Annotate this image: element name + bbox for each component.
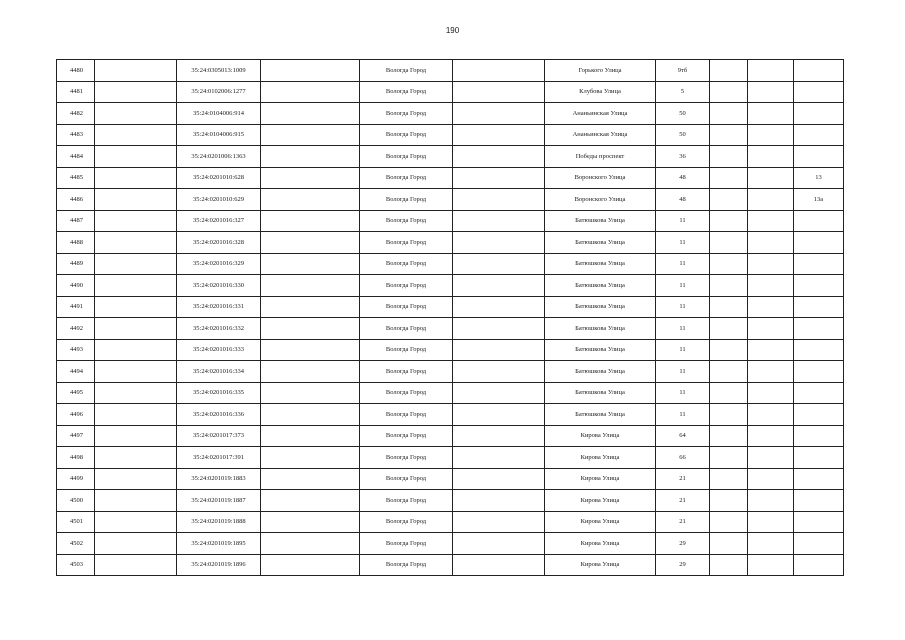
house-number-cell: 11	[656, 232, 710, 254]
house-number-cell: 66	[656, 447, 710, 469]
row-number-cell: 4497	[57, 425, 95, 447]
city-cell: Вологда Город	[360, 339, 453, 361]
city-cell: Вологда Город	[360, 232, 453, 254]
house-number-cell: 64	[656, 425, 710, 447]
house-number-cell: 50	[656, 103, 710, 125]
empty-cell	[453, 382, 545, 404]
cadastral-number-cell: 35:24:0201016:333	[177, 339, 261, 361]
empty-cell	[95, 81, 177, 103]
house-number-cell: 29	[656, 533, 710, 555]
empty-cell	[261, 103, 360, 125]
empty-cell	[261, 210, 360, 232]
table-row	[57, 81, 844, 103]
empty-cell	[710, 447, 748, 469]
row-number-cell: 4501	[57, 511, 95, 533]
empty-cell	[710, 533, 748, 555]
house-number-cell: 21	[656, 490, 710, 512]
cadastral-number-cell: 35:24:0201016:328	[177, 232, 261, 254]
table-row	[57, 490, 844, 512]
street-cell: Ананьинская Улица	[545, 124, 656, 146]
street-cell: Батюшкова Улица	[545, 361, 656, 383]
cadastral-number-cell: 35:24:0201017:391	[177, 447, 261, 469]
row-number-cell: 4490	[57, 275, 95, 297]
empty-cell	[748, 296, 794, 318]
apartment-cell	[794, 81, 844, 103]
empty-cell	[95, 339, 177, 361]
empty-cell	[261, 60, 360, 82]
empty-cell	[95, 253, 177, 275]
empty-cell	[261, 189, 360, 211]
apartment-cell	[794, 425, 844, 447]
street-cell: Клубова Улица	[545, 81, 656, 103]
cadastral-number-cell: 35:24:0104006:914	[177, 103, 261, 125]
apartment-cell	[794, 554, 844, 576]
street-cell: Кирова Улица	[545, 468, 656, 490]
empty-cell	[261, 275, 360, 297]
street-cell: Горького Улица	[545, 60, 656, 82]
empty-cell	[95, 425, 177, 447]
city-cell: Вологда Город	[360, 382, 453, 404]
cadastral-number-cell: 35:24:0201019:1887	[177, 490, 261, 512]
street-cell: Батюшкова Улица	[545, 296, 656, 318]
empty-cell	[748, 554, 794, 576]
empty-cell	[261, 447, 360, 469]
row-number-cell: 4502	[57, 533, 95, 555]
cadastral-number-cell: 35:24:0201016:335	[177, 382, 261, 404]
city-cell: Вологда Город	[360, 81, 453, 103]
empty-cell	[710, 124, 748, 146]
empty-cell	[453, 103, 545, 125]
cadastral-number-cell: 35:24:0201019:1888	[177, 511, 261, 533]
empty-cell	[261, 232, 360, 254]
empty-cell	[95, 103, 177, 125]
apartment-cell	[794, 361, 844, 383]
apartment-cell	[794, 404, 844, 426]
street-cell: Батюшкова Улица	[545, 275, 656, 297]
street-cell: Кирова Улица	[545, 554, 656, 576]
cadastral-number-cell: 35:24:0201016:329	[177, 253, 261, 275]
row-number-cell: 4503	[57, 554, 95, 576]
city-cell: Вологда Город	[360, 490, 453, 512]
empty-cell	[453, 490, 545, 512]
table-row	[57, 468, 844, 490]
apartment-cell	[794, 253, 844, 275]
empty-cell	[261, 167, 360, 189]
empty-cell	[453, 404, 545, 426]
street-cell: Воронского Улица	[545, 189, 656, 211]
street-cell: Кирова Улица	[545, 425, 656, 447]
street-cell: Батюшкова Улица	[545, 253, 656, 275]
empty-cell	[261, 339, 360, 361]
empty-cell	[748, 124, 794, 146]
empty-cell	[710, 253, 748, 275]
empty-cell	[710, 361, 748, 383]
table-row	[57, 232, 844, 254]
empty-cell	[710, 468, 748, 490]
table-row	[57, 533, 844, 555]
table-row	[57, 253, 844, 275]
apartment-cell	[794, 210, 844, 232]
row-number-cell: 4492	[57, 318, 95, 340]
table-row	[57, 318, 844, 340]
house-number-cell: 11	[656, 253, 710, 275]
cadastral-number-cell: 35:24:0201017:373	[177, 425, 261, 447]
empty-cell	[748, 490, 794, 512]
table-row	[57, 425, 844, 447]
empty-cell	[710, 382, 748, 404]
row-number-cell: 4485	[57, 167, 95, 189]
apartment-cell	[794, 296, 844, 318]
empty-cell	[748, 404, 794, 426]
street-cell: Ананьинская Улица	[545, 103, 656, 125]
empty-cell	[748, 60, 794, 82]
street-cell: Кирова Улица	[545, 447, 656, 469]
empty-cell	[710, 167, 748, 189]
empty-cell	[261, 318, 360, 340]
empty-cell	[710, 318, 748, 340]
empty-cell	[453, 511, 545, 533]
house-number-cell: 11	[656, 382, 710, 404]
empty-cell	[95, 447, 177, 469]
empty-cell	[748, 533, 794, 555]
empty-cell	[748, 189, 794, 211]
city-cell: Вологда Город	[360, 468, 453, 490]
empty-cell	[748, 146, 794, 168]
apartment-cell	[794, 468, 844, 490]
house-number-cell: 21	[656, 468, 710, 490]
cadastral-number-cell: 35:24:0201019:1895	[177, 533, 261, 555]
street-cell: Батюшкова Улица	[545, 404, 656, 426]
empty-cell	[710, 146, 748, 168]
empty-cell	[95, 554, 177, 576]
street-cell: Батюшкова Улица	[545, 318, 656, 340]
cadastral-number-cell: 35:24:0201016:336	[177, 404, 261, 426]
empty-cell	[453, 275, 545, 297]
row-number-cell: 4486	[57, 189, 95, 211]
cadastral-number-cell: 35:24:0305013:1009	[177, 60, 261, 82]
row-number-cell: 4484	[57, 146, 95, 168]
table-row	[57, 511, 844, 533]
city-cell: Вологда Город	[360, 511, 453, 533]
city-cell: Вологда Город	[360, 404, 453, 426]
apartment-cell	[794, 382, 844, 404]
cadastral-number-cell: 35:24:0201016:334	[177, 361, 261, 383]
table-row	[57, 189, 844, 211]
table-row	[57, 167, 844, 189]
empty-cell	[453, 232, 545, 254]
apartment-cell	[794, 60, 844, 82]
house-number-cell: 21	[656, 511, 710, 533]
empty-cell	[453, 468, 545, 490]
empty-cell	[453, 533, 545, 555]
empty-cell	[261, 146, 360, 168]
city-cell: Вологда Город	[360, 60, 453, 82]
table-row	[57, 361, 844, 383]
house-number-cell: 50	[656, 124, 710, 146]
cadastral-number-cell: 35:24:0201016:331	[177, 296, 261, 318]
row-number-cell: 4489	[57, 253, 95, 275]
cadastral-number-cell: 35:24:0201019:1896	[177, 554, 261, 576]
empty-cell	[453, 554, 545, 576]
empty-cell	[261, 361, 360, 383]
empty-cell	[453, 361, 545, 383]
house-number-cell: 11	[656, 361, 710, 383]
street-cell: Батюшкова Улица	[545, 210, 656, 232]
apartment-cell	[794, 124, 844, 146]
house-number-cell: 5	[656, 81, 710, 103]
apartment-cell	[794, 447, 844, 469]
empty-cell	[710, 60, 748, 82]
table-row	[57, 103, 844, 125]
empty-cell	[748, 318, 794, 340]
empty-cell	[748, 81, 794, 103]
street-cell: Победы проспект	[545, 146, 656, 168]
table-row	[57, 124, 844, 146]
cadastral-number-cell: 35:24:0201016:327	[177, 210, 261, 232]
empty-cell	[453, 318, 545, 340]
table-row	[57, 275, 844, 297]
empty-cell	[261, 490, 360, 512]
empty-cell	[453, 189, 545, 211]
empty-cell	[748, 232, 794, 254]
cadastral-number-cell: 35:24:0201019:1883	[177, 468, 261, 490]
empty-cell	[710, 296, 748, 318]
empty-cell	[95, 275, 177, 297]
table-row	[57, 296, 844, 318]
apartment-cell	[794, 533, 844, 555]
empty-cell	[710, 490, 748, 512]
row-number-cell: 4499	[57, 468, 95, 490]
table-row	[57, 60, 844, 82]
empty-cell	[453, 447, 545, 469]
row-number-cell: 4482	[57, 103, 95, 125]
row-number-cell: 4498	[57, 447, 95, 469]
street-cell: Батюшкова Улица	[545, 382, 656, 404]
city-cell: Вологда Город	[360, 253, 453, 275]
row-number-cell: 4487	[57, 210, 95, 232]
empty-cell	[453, 81, 545, 103]
city-cell: Вологда Город	[360, 275, 453, 297]
empty-cell	[95, 511, 177, 533]
house-number-cell: 11	[656, 318, 710, 340]
apartment-cell	[794, 511, 844, 533]
cadastral-number-cell: 35:24:0201010:628	[177, 167, 261, 189]
city-cell: Вологда Город	[360, 103, 453, 125]
empty-cell	[748, 167, 794, 189]
empty-cell	[261, 124, 360, 146]
empty-cell	[710, 275, 748, 297]
house-number-cell: 29	[656, 554, 710, 576]
row-number-cell: 4481	[57, 81, 95, 103]
row-number-cell: 4491	[57, 296, 95, 318]
empty-cell	[261, 404, 360, 426]
street-cell: Батюшкова Улица	[545, 339, 656, 361]
empty-cell	[748, 103, 794, 125]
empty-cell	[95, 533, 177, 555]
empty-cell	[453, 253, 545, 275]
street-cell: Воронского Улица	[545, 167, 656, 189]
empty-cell	[710, 232, 748, 254]
table-row	[57, 404, 844, 426]
registry-table	[56, 59, 844, 576]
row-number-cell: 4483	[57, 124, 95, 146]
house-number-cell: 11	[656, 404, 710, 426]
empty-cell	[710, 103, 748, 125]
empty-cell	[261, 533, 360, 555]
apartment-cell: 13	[794, 167, 844, 189]
house-number-cell: 11	[656, 210, 710, 232]
city-cell: Вологда Город	[360, 189, 453, 211]
empty-cell	[748, 361, 794, 383]
city-cell: Вологда Город	[360, 425, 453, 447]
empty-cell	[748, 382, 794, 404]
empty-cell	[95, 232, 177, 254]
empty-cell	[748, 339, 794, 361]
empty-cell	[95, 296, 177, 318]
house-number-cell: 48	[656, 189, 710, 211]
house-number-cell: 11	[656, 339, 710, 361]
empty-cell	[748, 511, 794, 533]
table-row	[57, 339, 844, 361]
empty-cell	[95, 60, 177, 82]
apartment-cell	[794, 490, 844, 512]
row-number-cell: 4493	[57, 339, 95, 361]
empty-cell	[748, 253, 794, 275]
cadastral-number-cell: 35:24:0201006:1363	[177, 146, 261, 168]
empty-cell	[261, 81, 360, 103]
cadastral-number-cell: 35:24:0201016:332	[177, 318, 261, 340]
empty-cell	[95, 382, 177, 404]
apartment-cell	[794, 103, 844, 125]
street-cell: Кирова Улица	[545, 533, 656, 555]
house-number-cell: 9тб	[656, 60, 710, 82]
city-cell: Вологда Город	[360, 167, 453, 189]
city-cell: Вологда Город	[360, 296, 453, 318]
empty-cell	[710, 511, 748, 533]
city-cell: Вологда Город	[360, 318, 453, 340]
empty-cell	[261, 382, 360, 404]
city-cell: Вологда Город	[360, 146, 453, 168]
empty-cell	[453, 146, 545, 168]
empty-cell	[710, 210, 748, 232]
empty-cell	[261, 253, 360, 275]
table-row	[57, 146, 844, 168]
empty-cell	[453, 425, 545, 447]
empty-cell	[95, 468, 177, 490]
empty-cell	[95, 124, 177, 146]
empty-cell	[748, 210, 794, 232]
empty-cell	[261, 554, 360, 576]
empty-cell	[748, 447, 794, 469]
street-cell: Кирова Улица	[545, 511, 656, 533]
city-cell: Вологда Город	[360, 210, 453, 232]
row-number-cell: 4480	[57, 60, 95, 82]
apartment-cell	[794, 146, 844, 168]
house-number-cell: 11	[656, 275, 710, 297]
house-number-cell: 11	[656, 296, 710, 318]
table-row	[57, 447, 844, 469]
apartment-cell	[794, 275, 844, 297]
empty-cell	[748, 468, 794, 490]
city-cell: Вологда Город	[360, 447, 453, 469]
city-cell: Вологда Город	[360, 124, 453, 146]
empty-cell	[748, 275, 794, 297]
empty-cell	[710, 81, 748, 103]
city-cell: Вологда Город	[360, 533, 453, 555]
empty-cell	[453, 296, 545, 318]
cadastral-number-cell: 35:24:0201016:330	[177, 275, 261, 297]
street-cell: Кирова Улица	[545, 490, 656, 512]
empty-cell	[95, 318, 177, 340]
empty-cell	[95, 404, 177, 426]
row-number-cell: 4496	[57, 404, 95, 426]
empty-cell	[261, 296, 360, 318]
empty-cell	[261, 425, 360, 447]
table-row	[57, 382, 844, 404]
page-number: 190	[445, 26, 460, 35]
city-cell: Вологда Город	[360, 554, 453, 576]
row-number-cell: 4500	[57, 490, 95, 512]
empty-cell	[95, 189, 177, 211]
empty-cell	[261, 468, 360, 490]
empty-cell	[710, 189, 748, 211]
row-number-cell: 4488	[57, 232, 95, 254]
empty-cell	[453, 124, 545, 146]
row-number-cell: 4495	[57, 382, 95, 404]
row-number-cell: 4494	[57, 361, 95, 383]
empty-cell	[710, 404, 748, 426]
cadastral-number-cell: 35:24:0104006:915	[177, 124, 261, 146]
empty-cell	[95, 210, 177, 232]
apartment-cell	[794, 339, 844, 361]
empty-cell	[95, 490, 177, 512]
apartment-cell	[794, 232, 844, 254]
apartment-cell: 13а	[794, 189, 844, 211]
empty-cell	[95, 146, 177, 168]
empty-cell	[748, 425, 794, 447]
empty-cell	[453, 60, 545, 82]
empty-cell	[453, 210, 545, 232]
empty-cell	[95, 361, 177, 383]
table-row	[57, 554, 844, 576]
empty-cell	[710, 339, 748, 361]
house-number-cell: 48	[656, 167, 710, 189]
street-cell: Батюшкова Улица	[545, 232, 656, 254]
cadastral-number-cell: 35:24:0102006:1277	[177, 81, 261, 103]
city-cell: Вологда Город	[360, 361, 453, 383]
empty-cell	[453, 167, 545, 189]
cadastral-number-cell: 35:24:0201010:629	[177, 189, 261, 211]
empty-cell	[710, 554, 748, 576]
empty-cell	[710, 425, 748, 447]
empty-cell	[261, 511, 360, 533]
apartment-cell	[794, 318, 844, 340]
house-number-cell: 36	[656, 146, 710, 168]
empty-cell	[453, 339, 545, 361]
table-row	[57, 210, 844, 232]
empty-cell	[95, 167, 177, 189]
